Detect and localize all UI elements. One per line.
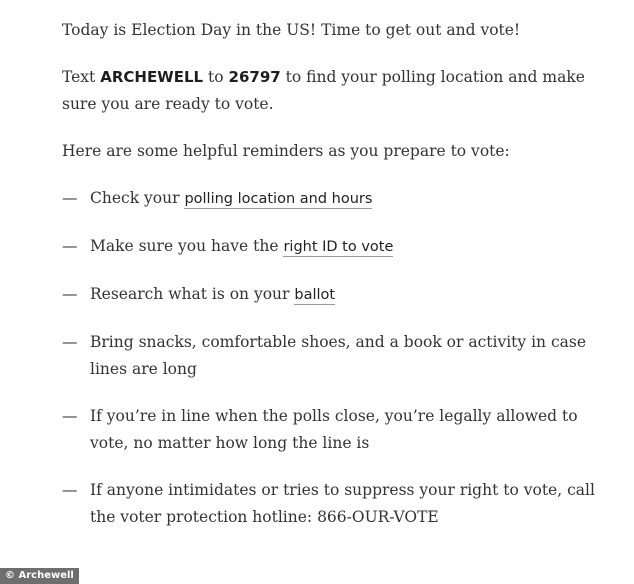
list-item: [62, 477, 602, 531]
reminders-intro: Here are some helpful reminders as you prepare to vote:: [62, 142, 510, 160]
reminder-text: Check your: [90, 189, 185, 207]
post-body: [62, 17, 602, 551]
list-item: [62, 403, 602, 457]
list-item: [62, 329, 602, 383]
dash-bullet: —: [62, 333, 78, 351]
reminders-list: [62, 185, 602, 531]
sms-suffix: to find your polling location and make sure you are ready to vote.: [62, 68, 585, 113]
reminder-text: Research what is on your: [90, 285, 295, 303]
sms-instructions: [62, 64, 602, 118]
sms-number: 26797: [228, 68, 281, 86]
list-item: [62, 185, 602, 213]
polling-location-link[interactable]: polling location and hours: [184, 191, 373, 207]
list-item: [62, 233, 602, 261]
dash-bullet: —: [62, 407, 78, 425]
sms-prefix: Text: [62, 68, 101, 86]
reminder-text: If anyone intimidates or tries to suppress your right to vote, call the voter protection hotline: 866-OUR-VOTE: [90, 481, 595, 526]
intro-text: Today is Election Day in the US! Time to get out and vote!: [62, 21, 521, 39]
dash-bullet: —: [62, 189, 78, 207]
image-credit: © Archewell: [0, 568, 79, 584]
dash-bullet: —: [62, 285, 78, 303]
dash-bullet: —: [62, 237, 78, 255]
reminder-text: Make sure you have the: [90, 237, 284, 255]
reminder-text: If you’re in line when the polls close, you’re legally allowed to vote, no matter how long the line is: [90, 407, 578, 452]
sms-middle: to: [203, 68, 229, 86]
voter-id-link[interactable]: right ID to vote: [283, 239, 394, 255]
dash-bullet: —: [62, 481, 78, 499]
reminder-text: Bring snacks, comfortable shoes, and a book or activity in case lines are long: [90, 333, 586, 378]
ballot-link[interactable]: ballot: [294, 287, 336, 303]
list-item: [62, 281, 602, 309]
sms-keyword: ARCHEWELL: [100, 68, 204, 86]
